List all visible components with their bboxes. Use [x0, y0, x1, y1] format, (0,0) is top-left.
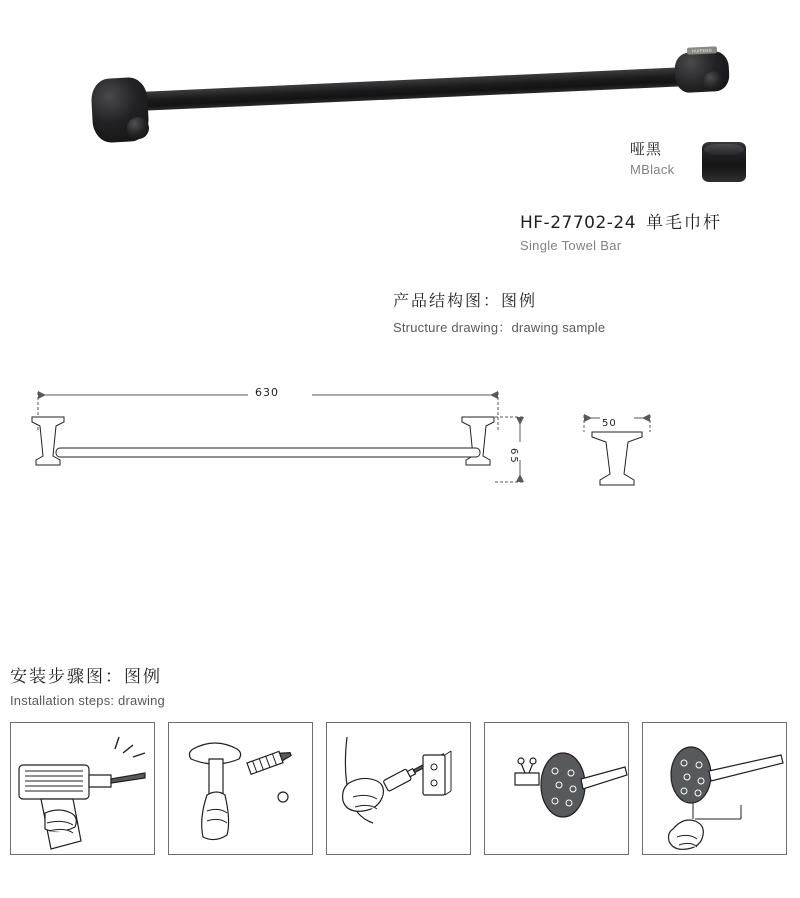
- technical-drawing: [0, 370, 800, 650]
- color-swatch-chip: [702, 142, 746, 182]
- bracket-left-profile: [32, 417, 64, 465]
- install-step-4: [484, 722, 629, 855]
- side-view-profile: [592, 432, 642, 485]
- installation-steps: [10, 722, 790, 857]
- bracket-cover-icon: [485, 723, 629, 855]
- installation-section-heading: [10, 662, 165, 708]
- towel-bar-left-mount: [90, 77, 149, 144]
- model-name-cn: 单毛巾杆: [646, 213, 723, 233]
- color-swatch-block: [630, 138, 800, 194]
- structure-title-cn: 产品结构图：图例: [393, 291, 538, 310]
- installation-title-en: Installation steps: drawing: [10, 693, 165, 708]
- towel-bar-rod: [138, 67, 698, 111]
- install-step-2: [168, 722, 313, 855]
- towel-bar-right-mount: [674, 51, 730, 94]
- structure-section-heading: [393, 288, 605, 336]
- dimension-label-height: 65: [508, 448, 519, 465]
- model-name-en: Single Towel Bar: [520, 238, 622, 253]
- dimension-label-depth: 50: [602, 418, 617, 429]
- bracket-right-profile: [462, 417, 494, 465]
- color-name-en: MBlack: [630, 162, 675, 177]
- model-title: [520, 208, 790, 253]
- screwdriver-plate-icon: [327, 723, 471, 855]
- structure-title-en: Structure drawing：drawing sample: [393, 320, 606, 335]
- brand-logo-plate: HUIFENG: [687, 46, 717, 55]
- color-name-cn: 哑黑: [630, 140, 663, 158]
- tighten-screw-icon: [643, 723, 787, 855]
- install-step-1: [10, 722, 155, 855]
- hammer-anchor-icon: [169, 723, 313, 855]
- model-code: HF-27702-24: [520, 213, 637, 233]
- drill-hole-icon: [11, 723, 155, 855]
- dimension-label-length: 630: [255, 386, 279, 399]
- installation-title-cn: 安装步骤图：图例: [10, 667, 162, 687]
- install-step-3: [326, 722, 471, 855]
- rod-profile: [56, 448, 480, 457]
- install-step-5: [642, 722, 787, 855]
- technical-drawing-svg: [0, 370, 800, 650]
